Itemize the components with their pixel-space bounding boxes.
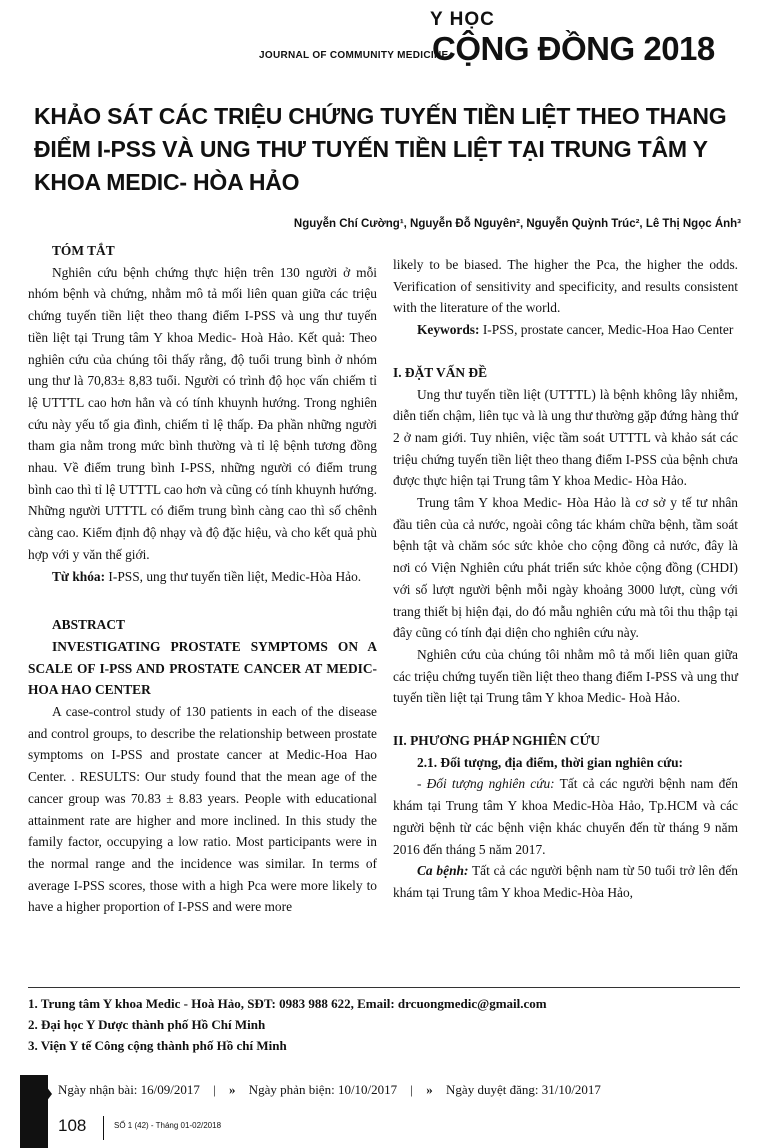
ca-benh-paragraph	[393, 860, 738, 903]
abstract-body: A case-control study of 130 patients in each of the disease and control groups, to describe the relationship between prostate symptoms on I-PSS and prostate cancer at Medic-Hoa Hao Center. . RESULTS: Our study found that the mean age of the cancer group was 70.83 ± 8.83 years. People with educational attainment rate are higher and more inclined. In this study the family factor, occupying a low ratio. Most participants were in the normal range and the incidence was similar. In terms of average I-PSS scores, those with a high Pca were more likely to have a higher proportion of I-PSS and were more	[28, 704, 377, 915]
abstract-continued: likely to be biased. The higher the Pca, the higher the odds. Verification of sensitivity and specificity, and results consistent with the literature of the world.	[393, 257, 738, 316]
affiliation-3: 3. Viện Y tế Công cộng thành phố Hồ chí Minh	[28, 1038, 287, 1053]
left-column	[28, 240, 377, 918]
right-column	[393, 254, 738, 904]
doi-tuong-paragraph	[393, 773, 738, 860]
section1-heading: I. ĐẶT VẤN ĐỀ	[393, 364, 488, 380]
keywords-label: Keywords:	[417, 322, 480, 338]
separator: |	[410, 1082, 414, 1097]
section1-paragraph2: Trung tâm Y khoa Medic- Hòa Hảo là cơ sở y tế tư nhân đầu tiên của cả nước, ngoài công tác khám chữa bệnh, tầm soát bệnh tật và chăm sóc sức khỏe cho cộng đồng cả nước, đây là nơi có Viện Nghiên cứu phát triển sức khỏe cộng đồng (CHDI) với số lượt người bệnh mỗi ngày khoảng 3000 lượt, cùng với trang thiết bị hiện đại, do đó mẫu nghiên cứu mà tôi thu thập tại đây cũng có tính đại diện cho nghiên cứu này.	[393, 495, 738, 641]
keywords-text: I-PSS, prostate cancer, Medic-Hoa Hao Center	[479, 322, 734, 338]
tomtat-heading: TÓM TẮT	[52, 243, 115, 258]
journal-logo-yhoc: Y HỌC	[430, 9, 495, 30]
double-chevron-icon: »	[426, 1082, 433, 1097]
double-chevron-icon: »	[229, 1082, 236, 1097]
abstract-title: INVESTIGATING PROSTATE SYMPTOMS ON A SCALE OF I-PSS AND PROSTATE CANCER AT MEDIC-HOA HAO CENTER	[28, 638, 377, 698]
doi-tuong-text: Tất cả các người bệnh nam đến khám tại Trung tâm Y khoa Medic-Hòa Hảo, Tp.HCM và các người bệnh từ các bệnh viện khác chuyển đến từ tháng 9 năm 2016 đến tháng 5 năm 2017.	[393, 776, 739, 857]
section1-paragraph1: Ung thư tuyến tiền liệt (UTTTL) là bệnh không lây nhiễm, diễn tiến chậm, liên tục và là ung thư thường gặp đứng hàng thứ 2 ở nam giới. Tuy nhiên, việc tầm soát UTTTL và khảo sát các triệu chứng tuyến tiền liệt theo thang điểm I-PSS của bệnh chưa được thực hiện tại Trung tâm Y khoa Medic- Hòa Hảo.	[393, 386, 738, 489]
ca-benh-text: Tất cả các người bệnh nam từ 50 tuổi trở lên đến khám tại Trung tâm Y khoa Medic-Hòa Hảo,	[393, 863, 738, 900]
affiliation-1: 1. Trung tâm Y khoa Medic - Hoà Hảo, SĐT: 0983 988 622, Email: drcuongmedic@gmail.com	[28, 996, 547, 1011]
doi-tuong-label: - Đối tượng nghiên cứu:	[417, 776, 555, 792]
journal-english-name: JOURNAL OF COMMUNITY MEDICINE	[259, 50, 449, 61]
journal-logo-congdong: CỘNG ĐỒNG 2018	[432, 30, 715, 67]
tomtat-body: Nghiên cứu bệnh chứng thực hiện trên 130 người ở mỗi nhóm bệnh và chứng, nhằm mô tả mối liên quan giữa các triệu chứng tuyến tiền liệt theo thang điểm I-PSS và ung thư tuyến tiền liệt tại Trung tâm Y khoa Medic- Hoà Hảo. Kết quả: Theo nghiên cứu của chúng tôi thấy rằng, độ tuổi trung bình ở nhóm ung thư là 70,83± 8,83 tuổi. Người có trình độ học vấn chiếm tỉ lệ UTTTL cao hơn hẳn và có tính khuynh hướng. Trong nghiên cứu này yếu tố gia đình, chiếm tỉ lệ thấp. Đa phần những người tham gia nằm trong mức bình thường và tỉ lệ bệnh tương đồng nhau. Về điểm trung bình I-PSS, những người có điểm trung bình cao thì tỉ lệ UTTTL cao hơn và cũng có tính khuynh hướng. Những người UTTTL có điểm trung bình càng cao thì số chênh càng cao. Kiểm định độ nhạy và độ đặc hiệu, và cho kết quả phù hợp với y văn thế giới.	[28, 264, 377, 562]
submission-dates	[58, 1082, 611, 1098]
page-number: 108	[58, 1116, 87, 1135]
section1-paragraph3: Nghiên cứu của chúng tôi nhằm mô tả mối liên quan giữa các triệu chứng tuyến tiền liệt theo thang điểm I-PSS và ung thư tuyến tiền liệt tại Trung tâm Y khoa Medic- Hoà Hảo.	[393, 646, 738, 706]
tukhoa-text: I-PSS, ung thư tuyến tiền liệt, Medic-Hòa Hảo.	[105, 568, 362, 584]
accepted-date: Ngày duyệt đăng: 31/10/2017	[446, 1082, 601, 1097]
footer-arrow-mark	[40, 1078, 52, 1110]
section2-subheading: 2.1. Đối tượng, địa điểm, thời gian nghiên cứu:	[417, 754, 684, 770]
ca-benh-label: Ca bệnh:	[417, 863, 469, 879]
separator: |	[213, 1082, 216, 1097]
received-date: Ngày nhận bài: 16/09/2017	[58, 1082, 200, 1097]
abstract-heading: ABSTRACT	[52, 617, 125, 633]
review-date: Ngày phản biện: 10/10/2017	[248, 1082, 398, 1097]
issue-info: SỐ 1 (42) - Tháng 01-02/2018	[114, 1121, 222, 1130]
tukhoa-paragraph	[28, 566, 377, 588]
footnote-divider	[28, 987, 740, 988]
affiliation-2: 2. Đại học Y Dược thành phố Hồ Chí Minh	[28, 1017, 266, 1032]
paper-title: KHẢO SÁT CÁC TRIỆU CHỨNG TUYẾN TIỀN LIỆT THEO THANG ĐIỂM I-PSS VÀ UNG THƯ TUYẾN TIỀN LIỆT TẠI TRUNG TÂM Y KHOA MEDIC- HÒA HẢO	[34, 103, 727, 195]
author-list: Nguyễn Chí Cường¹, Nguyễn Đỗ Nguyên², Nguyễn Quỳnh Trúc², Lê Thị Ngọc Ánh³	[293, 218, 741, 230]
page-number-divider	[103, 1116, 104, 1140]
section2-heading: II. PHƯƠNG PHÁP NGHIÊN CỨU	[393, 733, 600, 749]
keywords-paragraph	[393, 319, 738, 341]
tukhoa-label: Từ khóa:	[52, 568, 106, 584]
